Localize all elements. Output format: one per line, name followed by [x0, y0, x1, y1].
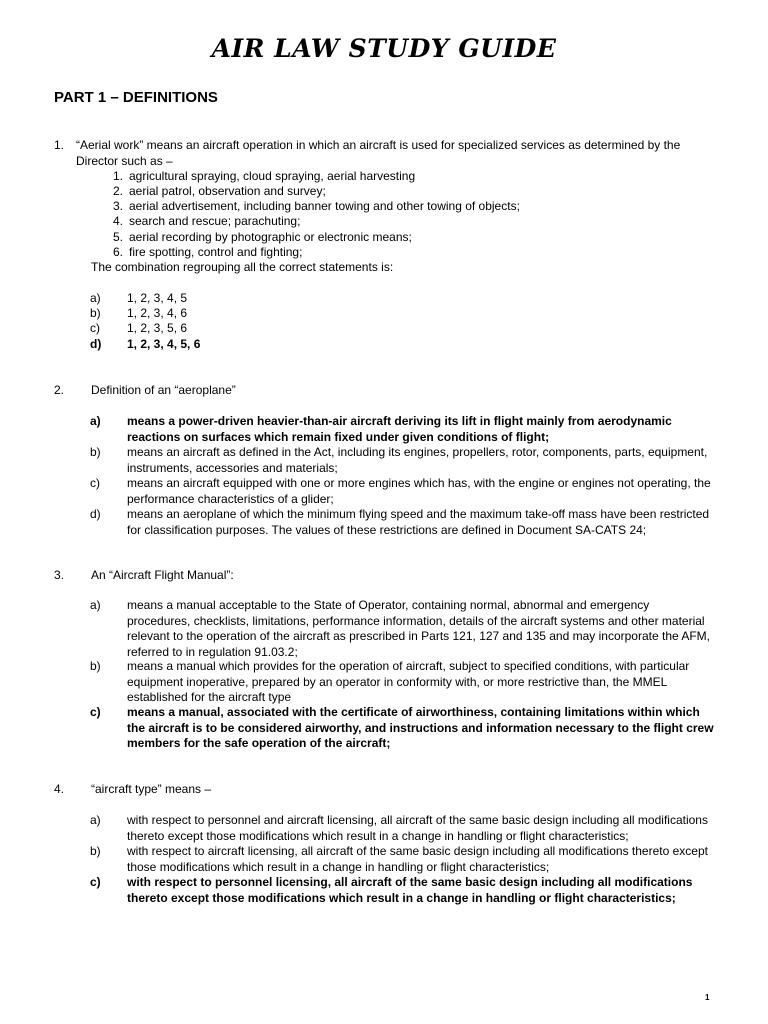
option-label: b): [90, 659, 101, 673]
option-label: b): [90, 445, 101, 459]
question-text: Definition of an “aeroplane”: [91, 383, 236, 397]
option-text: means a manual which provides for the operation of aircraft, subject to specified conditions, with particular equipment inoperative, prepared by an operator in conformity with, or more restrictive than, the MMEL established for the aircraft type: [127, 659, 690, 704]
statement-text: search and rescue; parachuting;: [129, 214, 301, 228]
option-label: b): [90, 306, 101, 320]
question-number: 2.: [54, 383, 65, 397]
statement-text: aerial recording by photographic or electronic means;: [129, 230, 412, 244]
combination-prompt: The combination regrouping all the correct statements is:: [91, 260, 394, 274]
option-label: c): [90, 321, 100, 335]
option-label: a): [90, 414, 101, 428]
option-text: with respect to aircraft licensing, all aircraft of the same basic design including all modifications thereto except those modifications which result in a change in handling or flight characteristics;: [127, 844, 708, 874]
statement-number: 4.: [112, 214, 123, 228]
option-text: means an aircraft as defined in the Act, including its engines, propellers, rotor, components, parts, equipment, instruments, accessories and materials;: [127, 445, 708, 475]
option-label: a): [90, 291, 101, 305]
document-title: AIR LAW STUDY GUIDE: [211, 34, 557, 63]
option-text: 1, 2, 3, 4, 5: [127, 291, 188, 305]
option-text: means a power-driven heavier-than-air aircraft deriving its lift in flight mainly from aerodynamic reactions on surfaces which remain fixed under given conditions of flight;: [127, 414, 672, 444]
question-number: 4.: [54, 782, 65, 796]
statement-text: aerial patrol, observation and survey;: [129, 184, 326, 198]
option-text: means an aeroplane of which the minimum flying speed and the maximum take-off mass have been restricted for classification purposes. The values of these restrictions are defined in Document SA-CATS 24;: [127, 507, 710, 537]
statement-number: 3.: [112, 199, 123, 213]
question-text: “aircraft type” means –: [91, 782, 212, 796]
question-number: 3.: [54, 568, 65, 582]
statement-number: 2.: [112, 184, 123, 198]
option-text: 1, 2, 3, 5, 6: [127, 321, 188, 335]
option-label: c): [90, 875, 101, 889]
option-label: b): [90, 844, 101, 858]
option-label: d): [90, 507, 101, 521]
option-text: with respect to personnel and aircraft licensing, all aircraft of the same basic design including all modifications thereto except those modifications which result in a change in handling or flight characteristics;: [127, 813, 708, 843]
option-label: a): [90, 598, 101, 612]
option-text: means a manual, associated with the certificate of airworthiness, containing limitations within which the aircraft is to be considered airworthy, and instructions and information necessary to the flight crew members for the safe operation of the aircraft;: [127, 705, 714, 750]
statement-number: 1.: [112, 169, 123, 183]
statement-number: 6.: [112, 245, 123, 259]
option-label: c): [90, 705, 101, 719]
part-heading: PART 1 – DEFINITIONS: [54, 89, 218, 106]
question-number: 1.: [54, 138, 65, 152]
option-text: means an aircraft equipped with one or more engines which has, with the engine or engines not operating, the performance characteristics of a glider;: [127, 476, 711, 506]
option-text: 1, 2, 3, 4, 6: [127, 306, 188, 320]
page-number: 1: [705, 993, 710, 1002]
option-label: a): [90, 813, 101, 827]
question-text: An “Aircraft Flight Manual”:: [91, 568, 234, 582]
option-text: 1, 2, 3, 4, 5, 6: [127, 337, 201, 351]
statement-number: 5.: [112, 230, 123, 244]
option-text: means a manual acceptable to the State of Operator, containing normal, abnormal and emergency procedures, checklists, limitations, performance information, details of the aircraft systems and other material relevant to the operation of the aircraft as prescribed in Parts 121, 127 and 135 and may incorporate the AFM, referred to in regulation 91.03.2;: [127, 598, 711, 659]
option-label: c): [90, 476, 100, 490]
question-text: “Aerial work” means an aircraft operation in which an aircraft is used for specialized services as determined by the Director such as –: [76, 138, 681, 168]
option-text: with respect to personnel licensing, all aircraft of the same basic design including all modifications thereto except those modifications which result in a change in handling or flight characteristics;: [127, 875, 693, 905]
statement-text: fire spotting, control and fighting;: [129, 245, 303, 259]
statement-text: agricultural spraying, cloud spraying, aerial harvesting: [129, 169, 416, 183]
statement-text: aerial advertisement, including banner towing and other towing of objects;: [129, 199, 520, 213]
option-label: d): [90, 337, 102, 351]
